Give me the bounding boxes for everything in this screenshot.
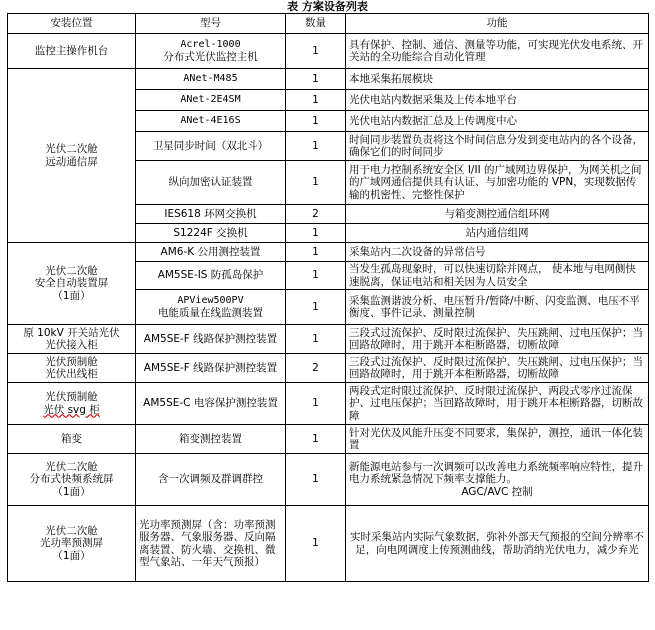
equipment-table (7, 13, 649, 582)
model-cell: AM5SE-IS 防孤岛保护 (136, 262, 286, 290)
quantity-cell: 1 (286, 425, 346, 454)
function-line: 新能源电站参与一次调频可以改善电力系统频率响应特性，提升电力系统紧急情况下频率支撑能力。 (349, 460, 643, 486)
quantity-cell: 1 (286, 161, 346, 205)
quantity-cell: 1 (286, 243, 346, 262)
location-line: 光伏 svg 柜 (43, 403, 100, 416)
model-cell: ANet-2E4SM (136, 90, 286, 111)
model-cell: AM5SE-C 电容保护测控装置 (136, 383, 286, 425)
function-cell: 三段式过流保护、反时限过流保护、失压跳闸、过电压保护；当回路故障时，用于跳开本柜断路器，切断故障 (346, 354, 649, 383)
function-cell (346, 454, 649, 506)
model-cell: 纵向加密认证装置 (136, 161, 286, 205)
function-cell: 时间同步装置负责将这个时间信息分发到变电站内的各个设备，确保它们的时间同步 (346, 132, 649, 161)
table-row (8, 325, 649, 354)
function-cell: 当发生孤岛现象时，可以快速切除并网点， 使本地与电网侧快速脱离，保证电站和相关因为人员安全 (346, 262, 649, 290)
quantity-cell: 1 (286, 90, 346, 111)
header-function: 功能 (346, 14, 649, 34)
model-cell: IES618 环网交换机 (136, 205, 286, 224)
quantity-cell: 1 (286, 262, 346, 290)
quantity-cell: 2 (286, 354, 346, 383)
header-quantity: 数量 (286, 14, 346, 34)
model-cell: AM5SE-F 线路保护测控装置 (136, 325, 286, 354)
quantity-cell: 1 (286, 506, 346, 582)
location-cell: 光伏二次舱 分布式快频系统屏 （1面） (8, 454, 136, 506)
function-line: AGC/AVC 控制 (461, 485, 533, 498)
table-row (8, 243, 649, 262)
function-cell: 站内通信组网 (346, 224, 649, 243)
function-cell: 与箱变测控通信组环网 (346, 205, 649, 224)
table-row (8, 506, 649, 582)
model-cell: 含一次调频及群调群控 (136, 454, 286, 506)
location-cell: 光伏二次舱 远动通信屏 (8, 69, 136, 243)
table-row (8, 34, 649, 69)
quantity-cell: 1 (286, 111, 346, 132)
quantity-cell: 1 (286, 325, 346, 354)
function-cell: 采集站内二次设备的异常信号 (346, 243, 649, 262)
table-row (8, 354, 649, 383)
table-row (8, 454, 649, 506)
location-cell: 箱变 (8, 425, 136, 454)
function-cell: 实时采集站内实际气象数据，弥补外部天气预报的空间分辨率不足，向电网调度上传预测曲线，帮助消纳光伏电力，减少弃光 (346, 506, 649, 582)
location-line: 光伏预制舱 (45, 391, 98, 403)
function-cell: 用于电力控制系统安全区 I/II 的广域网边界保护，为网关机之间的广域网通信提供具有认证、与加密功能的 VPN，实现数据传输的机密性、完整性保护 (346, 161, 649, 205)
function-cell: 本地采集拓展模块 (346, 69, 649, 90)
location-cell (8, 383, 136, 425)
function-cell: 两段式定时限过流保护、反时限过流保护、两段式零序过流保护、过电压保护；当回路故障时，用于跳开本柜断路器，切断故障 (346, 383, 649, 425)
model-cell: 光功率预测屏（含：功率预测服务器、气象服务器、反向隔离装置、防火墙、交换机、微型气象站、一年天气预报） (136, 506, 286, 582)
location-cell: 光伏预制舱 光伏出线柜 (8, 354, 136, 383)
header-model: 型号 (136, 14, 286, 34)
table-row (8, 383, 649, 425)
table-row (8, 425, 649, 454)
model-cell: AM6-K 公用测控装置 (136, 243, 286, 262)
table-caption: 表 方案设备列表 (287, 0, 368, 13)
model-cell: ANet-4E16S (136, 111, 286, 132)
model-line: Acrel-1000 (180, 38, 241, 50)
model-cell (136, 290, 286, 325)
function-cell: 具有保护、控制、通信、测量等功能，可实现光伏发电系统、开关站的全功能综合自动化管理 (346, 34, 649, 69)
model-cell: 卫星同步时间（双北斗） (136, 132, 286, 161)
model-cell: S1224F 交换机 (136, 224, 286, 243)
quantity-cell: 1 (286, 454, 346, 506)
table-row (8, 69, 649, 90)
location-cell: 光伏二次舱 安全自动装置屏 （1面） (8, 243, 136, 325)
location-cell: 原 10kV 开关站光伏 光伏接入柜 (8, 325, 136, 354)
quantity-cell: 1 (286, 69, 346, 90)
model-cell: 箱变测控装置 (136, 425, 286, 454)
function-cell: 针对光伏及风能升压变不同要求，集保护，测控，通讯一体化装置 (346, 425, 649, 454)
model-line: 电能质量在线监测装置 (158, 307, 263, 319)
table-header-row (8, 14, 649, 34)
function-cell: 采集监测谐波分析、电压暂升/暂降/中断、闪变监测、电压不平衡度、事件记录、测量控制 (346, 290, 649, 325)
model-line: APView500PV (177, 294, 244, 306)
model-cell: ANet-M485 (136, 69, 286, 90)
model-line: 分布式光伏监控主机 (163, 51, 258, 63)
header-location: 安装位置 (8, 14, 136, 34)
function-cell: 光伏电站内数据采集及上传本地平台 (346, 90, 649, 111)
quantity-cell: 1 (286, 224, 346, 243)
function-cell: 三段式过流保护、反时限过流保护、失压跳闸、过电压保护；当回路故障时，用于跳开本柜断路器，切断故障 (346, 325, 649, 354)
model-cell: AM5SE-F 线路保护测控装置 (136, 354, 286, 383)
model-cell (136, 34, 286, 69)
quantity-cell: 1 (286, 290, 346, 325)
quantity-cell: 1 (286, 34, 346, 69)
function-cell: 光伏电站内数据汇总及上传调度中心 (346, 111, 649, 132)
quantity-cell: 1 (286, 132, 346, 161)
location-cell: 监控主操作机台 (8, 34, 136, 69)
location-cell: 光伏二次舱 光功率预测屏 （1面） (8, 506, 136, 582)
quantity-cell: 1 (286, 383, 346, 425)
quantity-cell: 2 (286, 205, 346, 224)
